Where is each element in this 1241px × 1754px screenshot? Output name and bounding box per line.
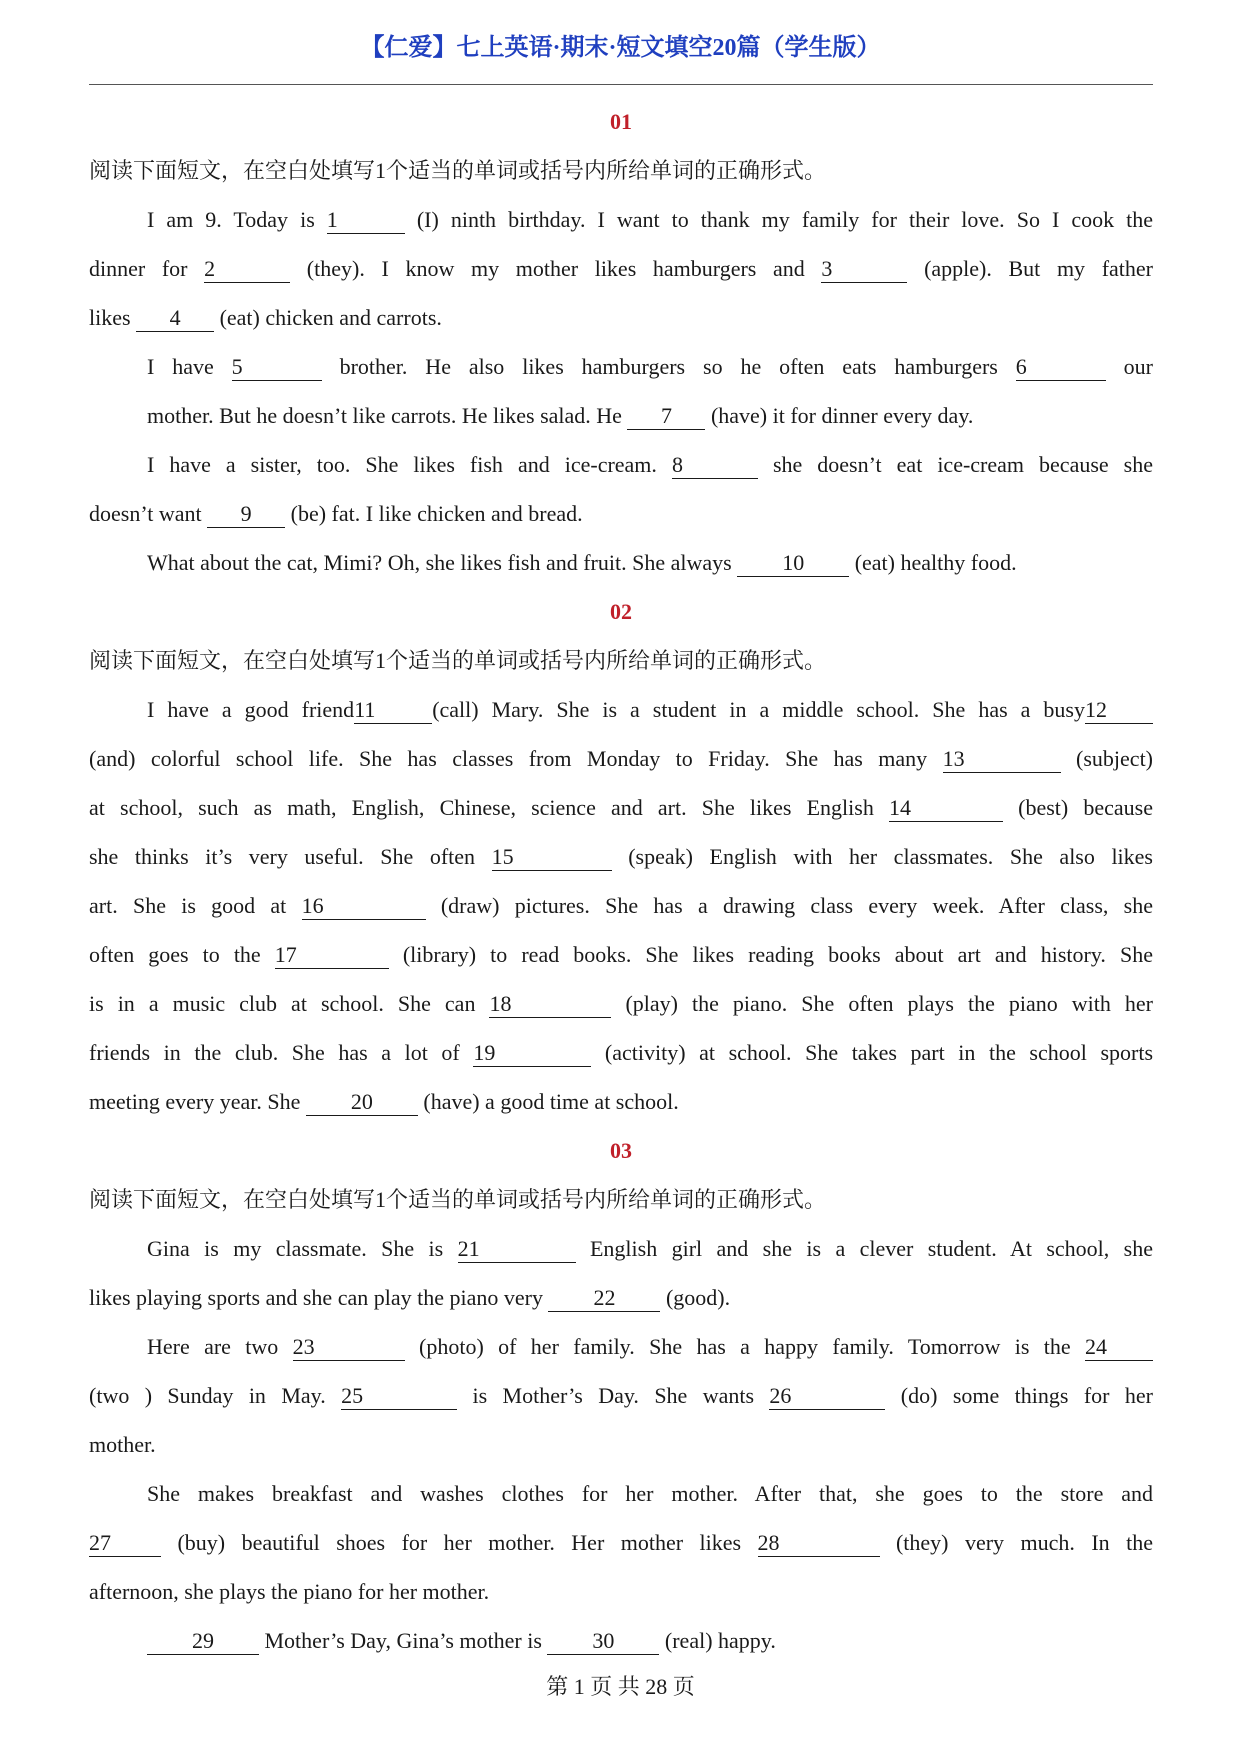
passage-text: She makes breakfast and washes clothes for her mother. After that, she goes to the store and	[147, 1481, 1153, 1506]
passage-text: friends in the club. She has a lot of	[89, 1040, 474, 1065]
answer-blank-22[interactable]: 22	[548, 1285, 660, 1312]
answer-blank-26[interactable]: 26	[769, 1383, 885, 1410]
passage-text: I have a good friend	[147, 697, 355, 722]
page-footer	[0, 1672, 1241, 1702]
answer-blank-24[interactable]: 24	[1085, 1334, 1153, 1361]
answer-blank-16[interactable]: 16	[302, 893, 426, 920]
passage-text: (they). I know my mother likes hamburgers and	[290, 256, 822, 281]
answer-blank-12[interactable]: 12	[1085, 697, 1153, 724]
passage-text: at school, such as math, English, Chinese, science and art. She likes English	[89, 795, 889, 820]
answer-blank-23[interactable]: 23	[293, 1334, 405, 1361]
passage-text: (apple). But my father	[907, 256, 1153, 281]
passage-text: often goes to the	[89, 942, 275, 967]
answer-blank-27[interactable]: 27	[89, 1530, 161, 1557]
answer-blank-11[interactable]: 11	[354, 697, 432, 724]
passage-text: she thinks it’s very useful. She often	[89, 844, 492, 869]
passage-text: (draw) pictures. She has a drawing class every week. After class, she	[425, 893, 1153, 918]
document-title: 【仁爱】七上英语·期末·短文填空20篇（学生版）	[360, 35, 881, 61]
passage-text: doesn’t want	[89, 501, 208, 526]
passage-text: (activity) at school. She takes part in the school sports	[591, 1040, 1153, 1065]
passage-text: (eat) healthy food.	[849, 550, 1017, 575]
passage-line	[89, 832, 1153, 881]
answer-blank-14[interactable]: 14	[889, 795, 1003, 822]
passage-line	[89, 734, 1153, 783]
passage-text: Here are two	[147, 1334, 293, 1359]
passage-text: brother. He also likes hamburgers so he often eats hamburgers	[321, 354, 1016, 379]
passage-line	[89, 342, 1153, 391]
passage-text: English girl and she is a clever student. At school, she	[575, 1236, 1153, 1261]
passage-text: (photo) of her family. She has a happy family. Tomorrow is the	[404, 1334, 1085, 1359]
passage-text: (speak) English with her classmates. She also likes	[611, 844, 1153, 869]
passage-text: (do) some things for her	[885, 1383, 1153, 1408]
passage-text: (and) colorful school life. She has classes from Monday to Friday. She has many	[89, 746, 943, 771]
passage-text: art. She is good at	[89, 893, 302, 918]
answer-blank-30[interactable]: 30	[547, 1628, 659, 1655]
passage-number: 01	[610, 109, 632, 134]
document-body	[89, 97, 1153, 1665]
header-divider	[89, 84, 1153, 85]
passage-line	[89, 538, 1153, 587]
passage-text: I am 9. Today is	[147, 207, 327, 232]
passage-text: (they) very much. In the	[879, 1530, 1154, 1555]
answer-blank-7[interactable]: 7	[627, 403, 705, 430]
passage-line	[89, 1077, 1153, 1126]
answer-blank-19[interactable]: 19	[473, 1040, 591, 1067]
passage-line	[89, 244, 1153, 293]
answer-blank-18[interactable]: 18	[489, 991, 611, 1018]
answer-blank-3[interactable]: 3	[821, 256, 907, 283]
passage-line	[89, 1518, 1153, 1567]
answer-blank-6[interactable]: 6	[1016, 354, 1106, 381]
passage-text: is in a music club at school. She can	[89, 991, 490, 1016]
passage-text: (real) happy.	[659, 1628, 776, 1653]
passage-line	[89, 293, 1153, 342]
passage-text: (good).	[660, 1285, 731, 1310]
passage-text: Mother’s Day, Gina’s mother is	[259, 1628, 548, 1653]
passage-line	[89, 685, 1153, 734]
passage-text: I have a sister, too. She likes fish and ice-cream.	[147, 452, 672, 477]
document-header	[0, 33, 1241, 63]
answer-blank-29[interactable]: 29	[147, 1628, 259, 1655]
passage-line	[89, 979, 1153, 1028]
passage-text: Gina is my classmate. She is	[147, 1236, 458, 1261]
answer-blank-1[interactable]: 1	[327, 207, 405, 234]
passage-text: I have	[147, 354, 232, 379]
passage-text: (two ) Sunday in May.	[89, 1383, 342, 1408]
passage-line	[89, 1371, 1153, 1420]
passage-text: likes	[89, 305, 137, 330]
answer-blank-15[interactable]: 15	[492, 844, 612, 871]
passage-text: dinner for	[89, 256, 205, 281]
passage-line	[89, 440, 1153, 489]
answer-blank-13[interactable]: 13	[943, 746, 1061, 773]
passage-number: 03	[610, 1138, 632, 1163]
passage-instruction: 阅读下面短文，在空白处填写1个适当的单词或括号内所给单词的正确形式。	[89, 158, 827, 183]
page-number: 第 1 页 共 28 页	[546, 1674, 695, 1699]
passage-text: (best) because	[1002, 795, 1153, 820]
passage-text: (buy) beautiful shoes for her mother. Her mother likes	[161, 1530, 758, 1555]
answer-blank-25[interactable]: 25	[341, 1383, 457, 1410]
passage-line	[89, 1224, 1153, 1273]
passage-instruction: 阅读下面短文，在空白处填写1个适当的单词或括号内所给单词的正确形式。	[89, 648, 827, 673]
passage-text: (library) to read books. She likes reading books about art and history. She	[388, 942, 1153, 967]
answer-blank-20[interactable]: 20	[306, 1089, 418, 1116]
answer-blank-21[interactable]: 21	[458, 1236, 576, 1263]
passage-line	[89, 930, 1153, 979]
passage-text: (be) fat. I like chicken and bread.	[285, 501, 583, 526]
passage-line	[89, 391, 1153, 440]
passage-text: (I) ninth birthday. I want to thank my family for their love. So I cook the	[404, 207, 1153, 232]
passage-text: (subject)	[1060, 746, 1154, 771]
passage-number: 02	[610, 599, 632, 624]
passage-line	[89, 1322, 1153, 1371]
passage-text: our	[1105, 354, 1153, 379]
passage-text: afternoon, she plays the piano for her mother.	[89, 1579, 490, 1604]
passage-text: (eat) chicken and carrots.	[214, 305, 442, 330]
passage-text: she doesn’t eat ice-cream because she	[757, 452, 1153, 477]
passage-line	[89, 1567, 1153, 1616]
passage-text: What about the cat, Mimi? Oh, she likes fish and fruit. She always	[147, 550, 738, 575]
passage-line	[89, 195, 1153, 244]
passage-line	[89, 1273, 1153, 1322]
answer-blank-9[interactable]: 9	[207, 501, 285, 528]
answer-blank-17[interactable]: 17	[275, 942, 389, 969]
answer-blank-8[interactable]: 8	[672, 452, 758, 479]
passage-text: mother. But he doesn’t like carrots. He likes salad. He	[147, 403, 628, 428]
answer-blank-5[interactable]: 5	[232, 354, 322, 381]
passage-instruction: 阅读下面短文，在空白处填写1个适当的单词或括号内所给单词的正确形式。	[89, 1187, 827, 1212]
passage-text: (play) the piano. She often plays the piano with her	[611, 991, 1153, 1016]
passage-line	[89, 881, 1153, 930]
answer-blank-28[interactable]: 28	[758, 1530, 880, 1557]
passage-line	[89, 489, 1153, 538]
passage-line	[89, 1420, 1153, 1469]
passage-text: meeting every year. She	[89, 1089, 306, 1114]
passage-text: (have) a good time at school.	[417, 1089, 679, 1114]
passage-text: is Mother’s Day. She wants	[457, 1383, 770, 1408]
passage-text: mother.	[89, 1432, 156, 1457]
passage-line	[89, 1469, 1153, 1518]
passage-text: (call) Mary. She is a student in a middle school. She has a busy	[432, 697, 1085, 722]
passage-line	[89, 1028, 1153, 1077]
answer-blank-4[interactable]: 4	[136, 305, 214, 332]
passage-text: (have) it for dinner every day.	[705, 403, 974, 428]
passage-line	[89, 1616, 1153, 1665]
passage-line	[89, 783, 1153, 832]
answer-blank-10[interactable]: 10	[737, 550, 849, 577]
passage-text: likes playing sports and she can play the piano very	[89, 1285, 549, 1310]
answer-blank-2[interactable]: 2	[204, 256, 290, 283]
